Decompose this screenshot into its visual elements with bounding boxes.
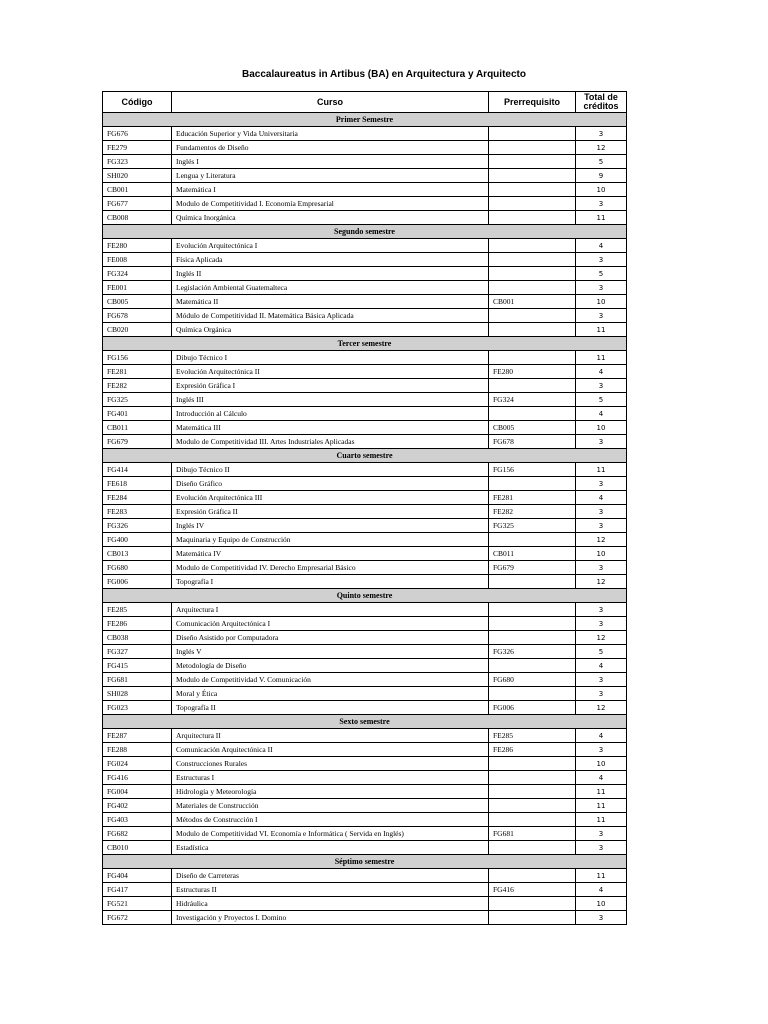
course-credits-cell: 11 — [576, 211, 627, 225]
course-prereq-cell: FG006 — [489, 701, 576, 715]
course-code-cell: FG004 — [103, 785, 172, 799]
course-code-cell: FG414 — [103, 463, 172, 477]
course-prereq-cell — [489, 911, 576, 925]
course-code-cell: FE279 — [103, 141, 172, 155]
course-name-cell: Diseño de Carreteras — [172, 869, 489, 883]
course-credits-cell: 10 — [576, 421, 627, 435]
course-name-cell: Modulo de Competitividad IV. Derecho Empresarial Básico — [172, 561, 489, 575]
semester-name: Segundo semestre — [103, 225, 627, 239]
course-credits-cell: 11 — [576, 799, 627, 813]
course-credits-cell: 10 — [576, 183, 627, 197]
course-name-cell: Lengua y Literatura — [172, 169, 489, 183]
course-code-cell: FG679 — [103, 435, 172, 449]
course-name-cell: Construcciones Rurales — [172, 757, 489, 771]
course-credits-cell: 3 — [576, 911, 627, 925]
course-credits-cell: 10 — [576, 295, 627, 309]
course-name-cell: Inglés V — [172, 645, 489, 659]
course-credits-cell: 11 — [576, 463, 627, 477]
column-header-prereq: Prerrequisito — [489, 92, 576, 113]
table-row — [103, 645, 627, 659]
course-credits-cell: 11 — [576, 869, 627, 883]
credits-header-line2: créditos — [583, 101, 619, 111]
semester-name: Tercer semestre — [103, 337, 627, 351]
course-name-cell: Modulo de Competitividad III. Artes Industriales Aplicadas — [172, 435, 489, 449]
course-credits-cell: 3 — [576, 841, 627, 855]
course-code-cell: FG023 — [103, 701, 172, 715]
course-code-cell: FG326 — [103, 519, 172, 533]
course-credits-cell: 3 — [576, 687, 627, 701]
course-code-cell: FG400 — [103, 533, 172, 547]
course-credits-cell: 3 — [576, 477, 627, 491]
course-name-cell: Evolución Arquitectónica II — [172, 365, 489, 379]
course-name-cell: Metodología de Diseño — [172, 659, 489, 673]
course-code-cell: CB005 — [103, 295, 172, 309]
course-credits-cell: 3 — [576, 827, 627, 841]
course-prereq-cell: FE286 — [489, 743, 576, 757]
course-name-cell: Diseño Asistido por Computadora — [172, 631, 489, 645]
course-name-cell: Inglés IV — [172, 519, 489, 533]
course-name-cell: Topografía I — [172, 575, 489, 589]
course-credits-cell: 12 — [576, 575, 627, 589]
table-row — [103, 365, 627, 379]
column-header-course: Curso — [172, 92, 489, 113]
course-credits-cell: 3 — [576, 561, 627, 575]
table-row — [103, 309, 627, 323]
course-prereq-cell — [489, 155, 576, 169]
table-row — [103, 295, 627, 309]
course-credits-cell: 3 — [576, 435, 627, 449]
table-row — [103, 393, 627, 407]
table-row — [103, 155, 627, 169]
course-credits-cell: 3 — [576, 743, 627, 757]
course-code-cell: FG417 — [103, 883, 172, 897]
course-credits-cell: 12 — [576, 533, 627, 547]
table-body — [103, 113, 627, 925]
course-prereq-cell — [489, 631, 576, 645]
table-row — [103, 603, 627, 617]
course-code-cell: FG324 — [103, 267, 172, 281]
course-prereq-cell — [489, 687, 576, 701]
course-credits-cell: 4 — [576, 771, 627, 785]
course-code-cell: FG323 — [103, 155, 172, 169]
course-prereq-cell — [489, 253, 576, 267]
course-name-cell: Expresión Gráfica I — [172, 379, 489, 393]
course-name-cell: Dibujo Técnico I — [172, 351, 489, 365]
course-code-cell: FG416 — [103, 771, 172, 785]
course-credits-cell: 4 — [576, 239, 627, 253]
column-header-code: Código — [103, 92, 172, 113]
course-credits-cell: 3 — [576, 281, 627, 295]
course-prereq-cell: FG679 — [489, 561, 576, 575]
course-credits-cell: 3 — [576, 127, 627, 141]
course-name-cell: Estructuras II — [172, 883, 489, 897]
course-name-cell: Inglés III — [172, 393, 489, 407]
table-row — [103, 631, 627, 645]
course-code-cell: SH020 — [103, 169, 172, 183]
table-row — [103, 701, 627, 715]
course-name-cell: Materiales de Construcción — [172, 799, 489, 813]
course-code-cell: FE286 — [103, 617, 172, 631]
course-name-cell: Arquitectura II — [172, 729, 489, 743]
course-code-cell: CB011 — [103, 421, 172, 435]
course-code-cell: CB020 — [103, 323, 172, 337]
course-credits-cell: 10 — [576, 547, 627, 561]
table-row — [103, 841, 627, 855]
course-code-cell: FG006 — [103, 575, 172, 589]
course-prereq-cell: FG416 — [489, 883, 576, 897]
table-row — [103, 575, 627, 589]
course-prereq-cell — [489, 183, 576, 197]
course-credits-cell: 12 — [576, 631, 627, 645]
semester-name: Sexto semestre — [103, 715, 627, 729]
course-name-cell: Matemática I — [172, 183, 489, 197]
course-prereq-cell — [489, 799, 576, 813]
semester-header-row — [103, 225, 627, 239]
course-prereq-cell — [489, 379, 576, 393]
semester-name: Primer Semestre — [103, 113, 627, 127]
course-code-cell: FG403 — [103, 813, 172, 827]
course-credits-cell: 11 — [576, 351, 627, 365]
course-code-cell: FG325 — [103, 393, 172, 407]
course-code-cell: FG401 — [103, 407, 172, 421]
course-prereq-cell: FE285 — [489, 729, 576, 743]
table-row — [103, 561, 627, 575]
table-row — [103, 827, 627, 841]
course-code-cell: FG678 — [103, 309, 172, 323]
table-row — [103, 729, 627, 743]
course-credits-cell: 5 — [576, 645, 627, 659]
course-code-cell: FG681 — [103, 673, 172, 687]
course-prereq-cell — [489, 897, 576, 911]
course-code-cell: FG677 — [103, 197, 172, 211]
table-row — [103, 351, 627, 365]
course-credits-cell: 4 — [576, 491, 627, 505]
semester-name: Cuarto semestre — [103, 449, 627, 463]
course-credits-cell: 11 — [576, 785, 627, 799]
course-prereq-cell — [489, 309, 576, 323]
table-header-row — [103, 92, 627, 113]
course-prereq-cell — [489, 771, 576, 785]
course-name-cell: Moral y Ética — [172, 687, 489, 701]
semester-header-row — [103, 449, 627, 463]
table-row — [103, 813, 627, 827]
table-row — [103, 799, 627, 813]
course-prereq-cell: FE281 — [489, 491, 576, 505]
course-name-cell: Hidrología y Meteorología — [172, 785, 489, 799]
course-credits-cell: 3 — [576, 379, 627, 393]
semester-header-row — [103, 589, 627, 603]
table-row — [103, 463, 627, 477]
table-row — [103, 687, 627, 701]
course-code-cell: FG521 — [103, 897, 172, 911]
course-prereq-cell: FG681 — [489, 827, 576, 841]
course-code-cell: FE008 — [103, 253, 172, 267]
course-prereq-cell: FG680 — [489, 673, 576, 687]
course-name-cell: Dibujo Técnico II — [172, 463, 489, 477]
course-code-cell: FG415 — [103, 659, 172, 673]
curriculum-table — [102, 91, 627, 925]
table-row — [103, 169, 627, 183]
table-row — [103, 743, 627, 757]
course-name-cell: Métodos de Construcción I — [172, 813, 489, 827]
table-row — [103, 547, 627, 561]
course-name-cell: Comunicación Arquitectónica I — [172, 617, 489, 631]
course-prereq-cell: FE280 — [489, 365, 576, 379]
table-row — [103, 505, 627, 519]
semester-header-row — [103, 855, 627, 869]
course-name-cell: Inglés II — [172, 267, 489, 281]
course-name-cell: Topografía II — [172, 701, 489, 715]
course-prereq-cell — [489, 757, 576, 771]
course-code-cell: FE288 — [103, 743, 172, 757]
semester-header-row — [103, 715, 627, 729]
course-name-cell: Evolución Arquitectónica III — [172, 491, 489, 505]
course-code-cell: FG404 — [103, 869, 172, 883]
course-prereq-cell: FG156 — [489, 463, 576, 477]
course-name-cell: Modulo de Competitividad I. Economía Empresarial — [172, 197, 489, 211]
semester-name: Séptimo semestre — [103, 855, 627, 869]
course-name-cell: Modulo de Competitividad VI. Economía e Informática ( Servida en Inglés) — [172, 827, 489, 841]
course-name-cell: Modulo de Competitividad V. Comunicación — [172, 673, 489, 687]
course-code-cell: FG327 — [103, 645, 172, 659]
course-prereq-cell — [489, 813, 576, 827]
course-name-cell: Introducción al Cálculo — [172, 407, 489, 421]
column-header-credits — [576, 92, 627, 113]
course-credits-cell: 4 — [576, 659, 627, 673]
course-prereq-cell — [489, 407, 576, 421]
course-name-cell: Matemática III — [172, 421, 489, 435]
table-row — [103, 519, 627, 533]
course-name-cell: Inglés I — [172, 155, 489, 169]
course-prereq-cell: CB001 — [489, 295, 576, 309]
course-code-cell: CB038 — [103, 631, 172, 645]
table-row — [103, 757, 627, 771]
course-prereq-cell — [489, 869, 576, 883]
course-credits-cell: 4 — [576, 365, 627, 379]
course-prereq-cell — [489, 603, 576, 617]
table-row — [103, 617, 627, 631]
course-credits-cell: 4 — [576, 407, 627, 421]
course-credits-cell: 3 — [576, 673, 627, 687]
course-prereq-cell — [489, 533, 576, 547]
course-name-cell: Evolución Arquitectónica I — [172, 239, 489, 253]
course-code-cell: FG680 — [103, 561, 172, 575]
course-code-cell: CB013 — [103, 547, 172, 561]
table-row — [103, 421, 627, 435]
credits-header-line1: Total de — [584, 92, 618, 102]
course-name-cell: Fundamentos de Diseño — [172, 141, 489, 155]
course-prereq-cell — [489, 211, 576, 225]
course-code-cell: FE280 — [103, 239, 172, 253]
semester-name: Quinto semestre — [103, 589, 627, 603]
course-prereq-cell: FG324 — [489, 393, 576, 407]
course-name-cell: Matemática IV — [172, 547, 489, 561]
course-name-cell: Módulo de Competitividad II. Matemática Básica Aplicada — [172, 309, 489, 323]
course-credits-cell: 11 — [576, 813, 627, 827]
course-prereq-cell — [489, 351, 576, 365]
course-code-cell: FG024 — [103, 757, 172, 771]
course-prereq-cell: CB005 — [489, 421, 576, 435]
course-name-cell: Diseño Gráfico — [172, 477, 489, 491]
course-code-cell: FE285 — [103, 603, 172, 617]
course-prereq-cell — [489, 617, 576, 631]
course-name-cell: Expresión Gráfica II — [172, 505, 489, 519]
table-row — [103, 491, 627, 505]
table-row — [103, 141, 627, 155]
table-row — [103, 771, 627, 785]
course-credits-cell: 10 — [576, 757, 627, 771]
page-title: Baccalaureatus in Artibus (BA) en Arquitectura y Arquitecto — [242, 69, 526, 80]
course-credits-cell: 5 — [576, 267, 627, 281]
course-code-cell: FE287 — [103, 729, 172, 743]
course-name-cell: Investigación y Proyectos I. Domino — [172, 911, 489, 925]
course-prereq-cell — [489, 281, 576, 295]
course-prereq-cell: CB011 — [489, 547, 576, 561]
course-name-cell: Maquinaria y Equipo de Construcción — [172, 533, 489, 547]
course-credits-cell: 4 — [576, 883, 627, 897]
table-row — [103, 267, 627, 281]
course-code-cell: FG682 — [103, 827, 172, 841]
course-prereq-cell — [489, 141, 576, 155]
course-code-cell: CB001 — [103, 183, 172, 197]
course-prereq-cell: FG678 — [489, 435, 576, 449]
table-row — [103, 477, 627, 491]
course-name-cell: Legislación Ambiental Guatemalteca — [172, 281, 489, 295]
table-row — [103, 183, 627, 197]
course-credits-cell: 3 — [576, 197, 627, 211]
course-prereq-cell — [489, 575, 576, 589]
semester-header-row — [103, 337, 627, 351]
course-name-cell: Estadística — [172, 841, 489, 855]
course-credits-cell: 4 — [576, 729, 627, 743]
course-prereq-cell — [489, 239, 576, 253]
table-row — [103, 785, 627, 799]
course-code-cell: FG672 — [103, 911, 172, 925]
course-prereq-cell: FG325 — [489, 519, 576, 533]
table-row — [103, 883, 627, 897]
course-name-cell: Arquitectura I — [172, 603, 489, 617]
course-credits-cell: 12 — [576, 701, 627, 715]
course-prereq-cell — [489, 659, 576, 673]
course-credits-cell: 12 — [576, 141, 627, 155]
table-row — [103, 435, 627, 449]
table-row — [103, 127, 627, 141]
table-row — [103, 211, 627, 225]
semester-header-row — [103, 113, 627, 127]
course-name-cell: Física Aplicada — [172, 253, 489, 267]
course-name-cell: Educación Superior y Vida Universitaria — [172, 127, 489, 141]
course-code-cell: FE281 — [103, 365, 172, 379]
course-name-cell: Matemática II — [172, 295, 489, 309]
course-credits-cell: 5 — [576, 155, 627, 169]
course-prereq-cell: FE282 — [489, 505, 576, 519]
course-credits-cell: 10 — [576, 897, 627, 911]
course-code-cell: FG676 — [103, 127, 172, 141]
course-code-cell: FE282 — [103, 379, 172, 393]
course-credits-cell: 3 — [576, 253, 627, 267]
course-prereq-cell — [489, 127, 576, 141]
table-row — [103, 379, 627, 393]
course-code-cell: FE284 — [103, 491, 172, 505]
table-row — [103, 911, 627, 925]
course-credits-cell: 3 — [576, 309, 627, 323]
course-name-cell: Comunicación Arquitectónica II — [172, 743, 489, 757]
course-prereq-cell — [489, 841, 576, 855]
course-prereq-cell — [489, 323, 576, 337]
course-code-cell: CB010 — [103, 841, 172, 855]
course-credits-cell: 9 — [576, 169, 627, 183]
course-code-cell: SH028 — [103, 687, 172, 701]
table-row — [103, 281, 627, 295]
course-code-cell: FE001 — [103, 281, 172, 295]
course-prereq-cell — [489, 477, 576, 491]
course-code-cell: FE618 — [103, 477, 172, 491]
table-row — [103, 197, 627, 211]
course-credits-cell: 3 — [576, 603, 627, 617]
course-credits-cell: 3 — [576, 617, 627, 631]
course-credits-cell: 3 — [576, 519, 627, 533]
course-name-cell: Química Inorgánica — [172, 211, 489, 225]
course-code-cell: FG156 — [103, 351, 172, 365]
table-row — [103, 897, 627, 911]
table-row — [103, 253, 627, 267]
course-prereq-cell — [489, 267, 576, 281]
course-code-cell: CB008 — [103, 211, 172, 225]
course-credits-cell: 11 — [576, 323, 627, 337]
course-prereq-cell — [489, 169, 576, 183]
course-prereq-cell: FG326 — [489, 645, 576, 659]
course-credits-cell: 3 — [576, 505, 627, 519]
course-name-cell: Estructuras I — [172, 771, 489, 785]
course-prereq-cell — [489, 197, 576, 211]
course-name-cell: Hidráulica — [172, 897, 489, 911]
table-row — [103, 869, 627, 883]
course-name-cell: Química Orgánica — [172, 323, 489, 337]
table-row — [103, 239, 627, 253]
course-code-cell: FG402 — [103, 799, 172, 813]
course-credits-cell: 5 — [576, 393, 627, 407]
table-row — [103, 673, 627, 687]
table-row — [103, 323, 627, 337]
course-prereq-cell — [489, 785, 576, 799]
table-row — [103, 659, 627, 673]
course-code-cell: FE283 — [103, 505, 172, 519]
table-row — [103, 533, 627, 547]
table-row — [103, 407, 627, 421]
